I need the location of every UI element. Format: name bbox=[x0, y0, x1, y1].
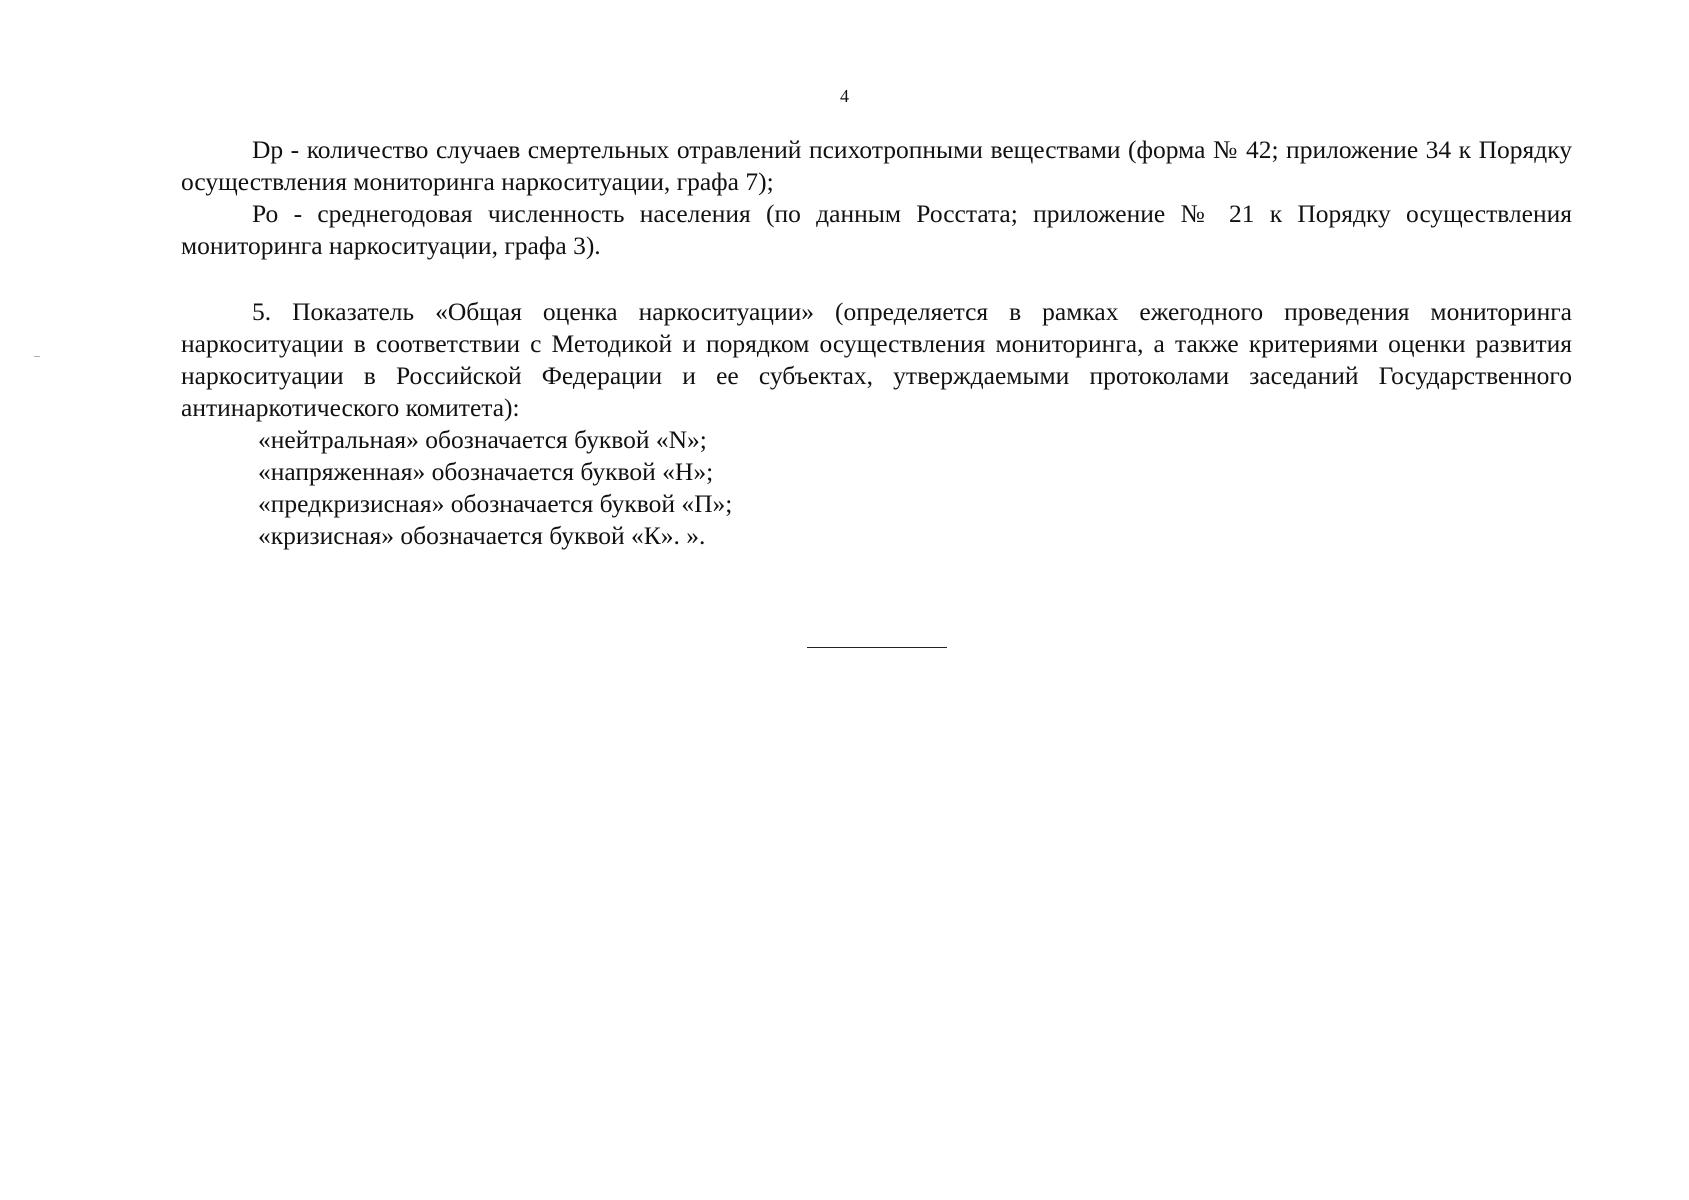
definition-po: Ро - среднегодовая численность населения (по данным Росстата; приложение № 21 к Порядку осуществления мониторинга наркоситуации, графа 3). bbox=[181, 199, 1572, 260]
rating-item-precrisis: «предкризисная» обозначается буквой «П»; bbox=[258, 489, 733, 518]
scan-margin-mark bbox=[34, 356, 40, 357]
definitions-block bbox=[181, 134, 1572, 262]
rating-item-neutral: «нейтральная» обозначается буквой «N»; bbox=[258, 425, 707, 454]
definition-dp: Dp - количество случаев смертельных отравлений психотропными веществами (форма № 42; приложение 34 к Порядку осуществления мониторинга наркоситуации, графа 7); bbox=[181, 135, 1572, 196]
rating-item-tense: «напряженная» обозначается буквой «Н»; bbox=[258, 457, 714, 486]
page-number: 4 bbox=[840, 86, 849, 106]
ratings-list bbox=[258, 424, 732, 552]
indicator-block bbox=[181, 296, 1572, 424]
rating-item-crisis: «кризисная» обозначается буквой «К». ». bbox=[258, 521, 706, 550]
end-of-document-rule bbox=[807, 647, 947, 648]
indicator-paragraph: 5. Показатель «Общая оценка наркоситуации» (определяется в рамках ежегодного проведения мониторинга наркоситуации в соответствии с Методикой и порядком осуществления мониторинга, а также критериями оценки развития наркоситуации в Российской Федерации и ее субъектах, утверждаемыми протоколами заседаний Государственного антинаркотического комитета): bbox=[181, 297, 1572, 422]
